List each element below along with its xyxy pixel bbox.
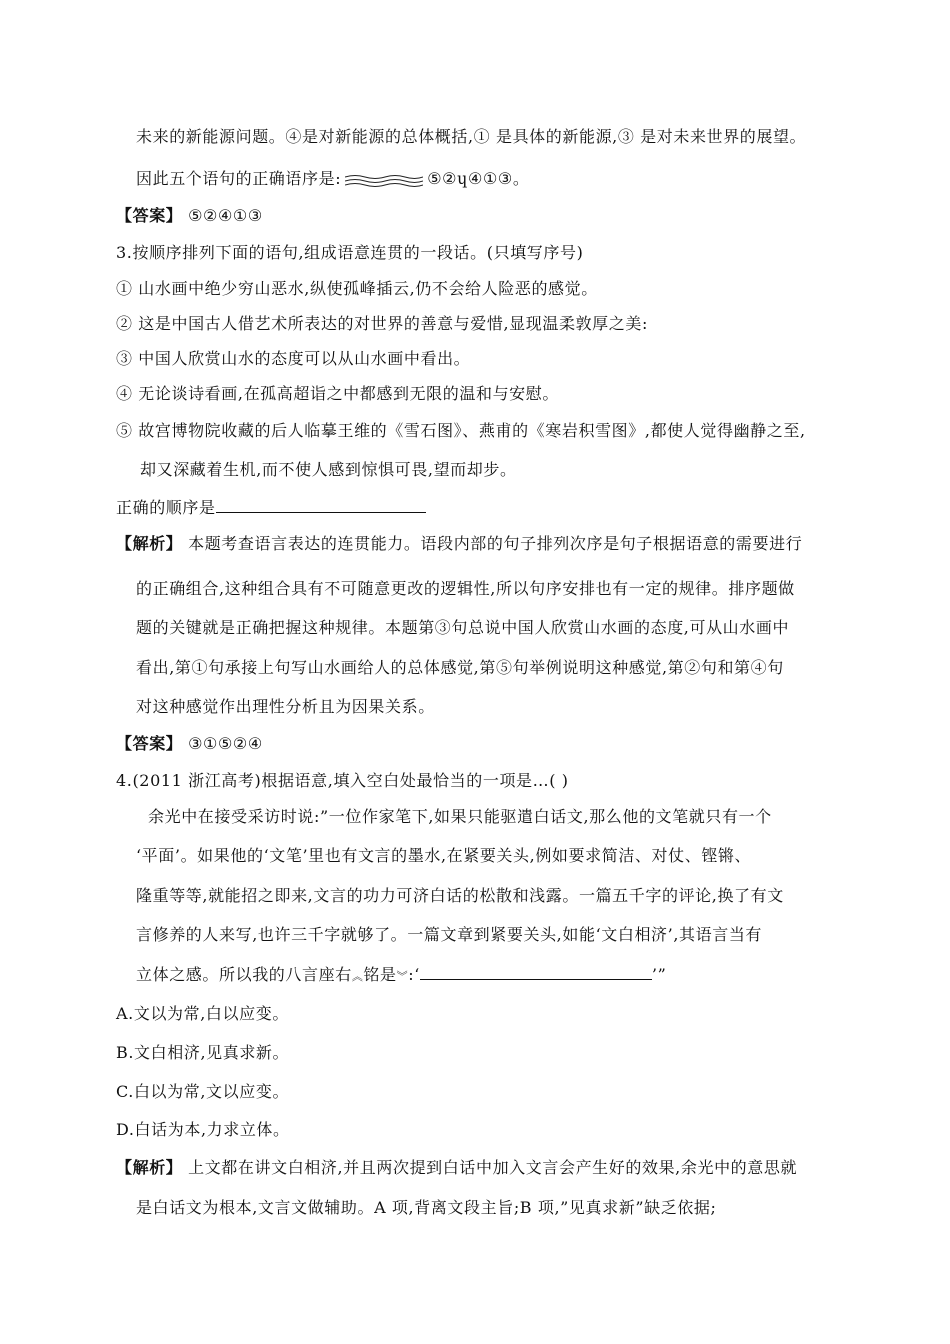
text-line: ‘平面’。如果他的‘文笔’里也有文言的墨水,在紧要关头,例如要求简洁、对仗、铿锵、 [136,846,752,865]
answer-tag: 【答案】 [116,734,183,753]
option-line: ③ 中国人欣赏山水的态度可以从山水画中看出。 [116,349,471,368]
text-line: 余光中在接受采访时说:”一位作家笔下,如果只能驱遣白话文,那么他的文笔就只有一个 [148,807,772,826]
answer-line [116,205,263,227]
choice-d[interactable]: D.白话为本,力求立体。 [116,1120,290,1139]
text-span: 上文都在讲文白相济,并且两次提到白话中加入文言会产生好的效果,余光中的意思就 [188,1158,798,1177]
wavy-mark-icon [345,173,423,187]
answer-line [116,733,263,755]
text-span: 立体之感。所以我的八言座右 [136,965,352,984]
answer-blank[interactable] [216,496,426,513]
text-span: 正确的顺序是 [116,498,216,517]
text-span: ɥ [457,169,468,188]
option-line: ⑤ 故宫博物院收藏的后人临摹王维的《雪石图》、燕甫的《寒岩积雪图》,都使人觉得幽静之至, [116,421,806,440]
text-span: 铭是 [363,965,397,984]
question-title: 4.(2011 浙江高考)根据语意,填入空白处最恰当的一项是…( ) [116,771,569,790]
text-span: ︽ [351,970,364,983]
option-line: ② 这是中国古人借艺术所表达的对世界的善意与爱惜,显现温柔敦厚之美: [116,314,648,333]
analysis-tag: 【解析】 [116,534,183,553]
text-line: 题的关键就是正确把握这种规律。本题第③句总说中国人欣赏山水画的态度,可从山水画中 [136,618,790,637]
text-line: 言修养的人来写,也许三千字就够了。一篇文章到紧要关头,如能‘文白相济’,其语言当有 [136,925,763,944]
answer-tag: 【答案】 [116,206,183,225]
choice-c[interactable]: C.白以为常,文以应变。 [116,1082,290,1101]
text-line [136,168,529,190]
text-line: 看出,第①句承接上句写山水画给人的总体感觉,第⑤句举例说明这种感觉,第②句和第④句 [136,658,784,677]
text-span: ’” [651,965,667,984]
text-span: ︾ [396,970,409,983]
text-line: 的正确组合,这种组合具有不可随意更改的逻辑性,所以句序安排也有一定的规律。排序题做 [136,579,795,598]
text-span: 本题考查语言表达的连贯能力。语段内部的句子排列次序是句子根据语意的需要进行 [188,534,803,553]
text-span: :‘ [408,965,420,984]
text-line [136,963,666,985]
text-line: 未来的新能源问题。④是对新能源的总体概括,① 是具体的新能源,③ 是对未来世界的展望。 [136,127,807,146]
analysis-line [116,1157,797,1179]
analysis-tag: 【解析】 [116,1158,183,1177]
option-line: 却又深藏着生机,而不使人感到惊惧可畏,望而却步。 [140,460,517,479]
choice-b[interactable]: B.文白相济,见真求新。 [116,1043,290,1062]
text-line: 隆重等等,就能招之即来,文言的功力可济白话的松散和浅露。一篇五千字的评论,换了有文 [136,886,784,905]
text-span: 因此五个语句的正确语序是: [136,169,342,188]
option-line: ① 山水画中绝少穷山恶水,纵使孤峰插云,仍不会给人险恶的感觉。 [116,279,598,298]
question-title: 3.按顺序排列下面的语句,组成语意连贯的一段话。(只填写序号) [116,243,584,262]
answer-value: ③①⑤②④ [188,734,263,753]
text-span: ④①③。 [468,169,530,188]
text-span: ⑤② [427,169,458,188]
analysis-line [116,533,802,555]
answer-value: ⑤②④①③ [188,206,263,225]
answer-blank[interactable] [420,963,652,980]
choice-a[interactable]: A.文以为常,白以应变。 [116,1004,289,1023]
text-line: 对这种感觉作出理性分析且为因果关系。 [136,697,435,716]
answer-blank-line [116,496,426,518]
option-line: ④ 无论谈诗看画,在孤高超诣之中都感到无限的温和与安慰。 [116,384,559,403]
text-line: 是白话文为根本,文言文做辅助。A 项,背离文段主旨;B 项,”见真求新”缺乏依据; [136,1198,717,1217]
